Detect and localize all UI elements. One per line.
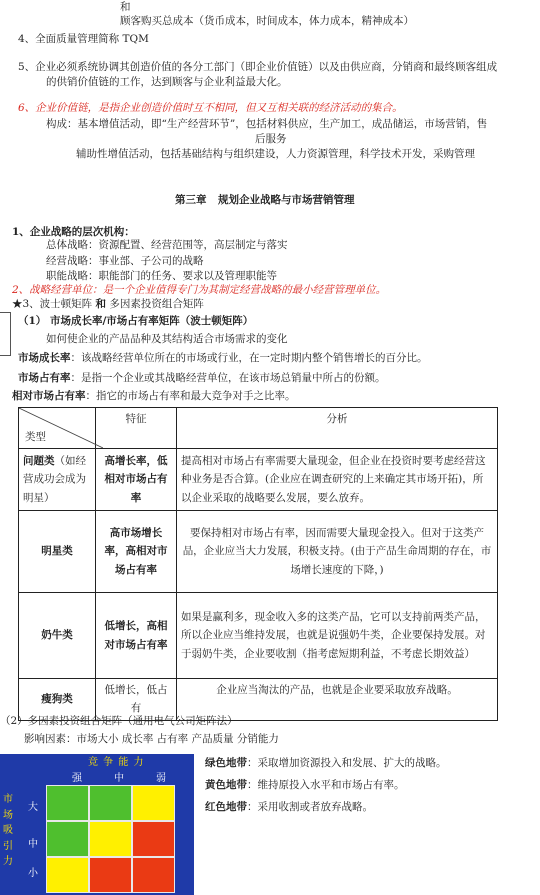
matrix-row-large: 大: [28, 802, 38, 813]
bcg-description: 如何使企业的产品品种及其结构适合市场需求的变化: [46, 333, 288, 345]
ge-matrix: [0, 754, 194, 895]
analysis-cell: 要保持相对市场占有率，因而需要大量现金投入。但对于这类产品，企业应当大力发展，积极支持。(由于产品生命周期的存在，市场增长速度的下降，): [177, 511, 498, 593]
analysis-cell: 企业应当淘汰的产品，也就是企业要采取放弃战略。: [177, 679, 498, 721]
margin-bracket: [0, 312, 11, 356]
market-share-def: 市场占有率：是指一个企业或其战略经营单位，在该市场总销量中所占的份额。: [18, 372, 386, 384]
matrix-cell-yellow: [132, 785, 175, 821]
table-row: [19, 449, 498, 511]
analysis-cell: 如果是赢利多，现金收入多的这类产品，它可以支持前两类产品，所以企业应当维持发展，也就是说强奶牛类，企业要保持发展。对于弱奶牛类，企业要收割（指考虑短期利益，不考虑长期效益）: [177, 593, 498, 679]
growth-rate-def: 市场成长率：该战略经营单位所在的市场或行业，在一定时期内整个销售增长的百分比。: [18, 352, 428, 364]
matrix-cell-red: [89, 857, 132, 893]
legend-green: 绿色地带：采取增加资源投入和发展、扩大的战略。: [205, 757, 447, 769]
matrix-col-weak: 弱: [156, 773, 166, 784]
table-header-feature: 特征: [96, 408, 177, 449]
legend-red: 红色地带：采用收割或者放弃战略。: [205, 801, 373, 813]
table-header-row: [19, 408, 498, 449]
type-cell: 瘦狗类: [19, 679, 96, 721]
matrix-cell-red: [132, 821, 175, 857]
text-he: 和: [120, 1, 131, 13]
feature-cell: 低增长，高相对市场占有率: [96, 593, 177, 679]
type-cell: 问题类（如经营成功会成为明星）: [19, 449, 96, 511]
matrix-row-small: 小: [28, 868, 38, 879]
bcg-heading: （1） 市场成长率/市场占有率矩阵（波士顿矩阵）: [18, 315, 254, 327]
table-header-type: 类型: [19, 408, 96, 449]
bcg-table: [18, 407, 498, 721]
strategy-overall: 总体战略：资源配置、经营范围等，高层制定与落实: [46, 239, 288, 251]
feature-cell: 低增长，低占有: [96, 679, 177, 721]
feature-cell: 高市场增长率，高相对市场占有率: [96, 511, 177, 593]
ge-factors: 影响因素：市场大小 成长率 占有率 产品质量 分销能力: [24, 733, 279, 745]
table-row: [19, 593, 498, 679]
strategy-functional: 职能战略：职能部门的任务、要求以及管理职能等: [46, 270, 277, 282]
ge-legend: [205, 752, 447, 818]
relative-share-def: 相对市场占有率：指它的市场占有率和最大竞争对手之比率。: [12, 390, 296, 402]
matrix-cell-green: [46, 785, 89, 821]
section1-heading: 1、企业战略的层次机构：: [12, 226, 135, 238]
type-cell: 明星类: [19, 511, 96, 593]
item-6: 6、企业价值链，是指企业创造价值时互不相同，但又互相关联的经济活动的集合。: [18, 102, 403, 114]
strategy-business: 经营战略：事业部、子公司的战略: [46, 255, 204, 267]
matrix-cell-green: [89, 785, 132, 821]
chapter-title: 规划企业战略与市场营销管理: [218, 194, 355, 206]
composition-line1: 构成：基本增值活动，即“生产经营环节”，包括材料供应，生产加工，成品储运，市场营销，售: [46, 118, 488, 130]
type-cell: 奶牛类: [19, 593, 96, 679]
matrix-cell-green: [46, 821, 89, 857]
chapter-number: 第三章: [175, 194, 207, 206]
item-5-line1: 5、企业必须系统协调其创造价值的各分工部门（即企业价值链）以及由供应商，分销商和最终顾客组成: [18, 61, 498, 73]
ge-heading: （2）多因素投资组合矩阵（通用电气公司矩阵法）: [0, 715, 238, 727]
text-cost: 顾客购买总成本（货币成本，时间成本，体力成本，精神成本）: [120, 15, 414, 27]
table-row: [19, 511, 498, 593]
analysis-cell: 提高相对市场占有率需要大量现金，但企业在投资时要考虑经营这种业务是否合算。(企业应在调查研究的上来确定其市场开拓)，所以企业采取的战略要么发展，要么放弃。: [177, 449, 498, 511]
legend-yellow: 黄色地带：维持原投入水平和市场占有率。: [205, 779, 405, 791]
matrix-side-label: 市 场 吸 引 力: [3, 794, 13, 867]
feature-cell: 高增长率，低相对市场占有率: [96, 449, 177, 511]
item-5-line2: 的供销价值链的工作，达到顾客与企业利益最大化。: [46, 76, 288, 88]
matrix-col-medium: 中: [114, 773, 124, 784]
matrix-cell-red: [132, 857, 175, 893]
matrix-cell-yellow: [46, 857, 89, 893]
item-4: 4、全面质量管理简称 TQM: [18, 33, 149, 45]
item-2-sbu: 2、战略经营单位：是一个企业值得专门为其制定经营战略的最小经营管理单位。: [12, 284, 387, 296]
matrix-cell-yellow: [89, 821, 132, 857]
composition-line3: 辅助性增值活动，包括基础结构与组织建设，人力资源管理，科学技术开发，采购管理: [76, 148, 475, 160]
matrix-top-label: 竞 争 能 力: [88, 757, 145, 768]
matrix-row-medium: 中: [28, 839, 38, 850]
composition-line2: 后服务: [255, 133, 287, 145]
table-header-analysis: 分析: [177, 408, 498, 449]
matrix-col-strong: 强: [72, 773, 82, 784]
item-3: ★3、波士顿矩阵 和 多因素投资组合矩阵: [12, 298, 204, 310]
